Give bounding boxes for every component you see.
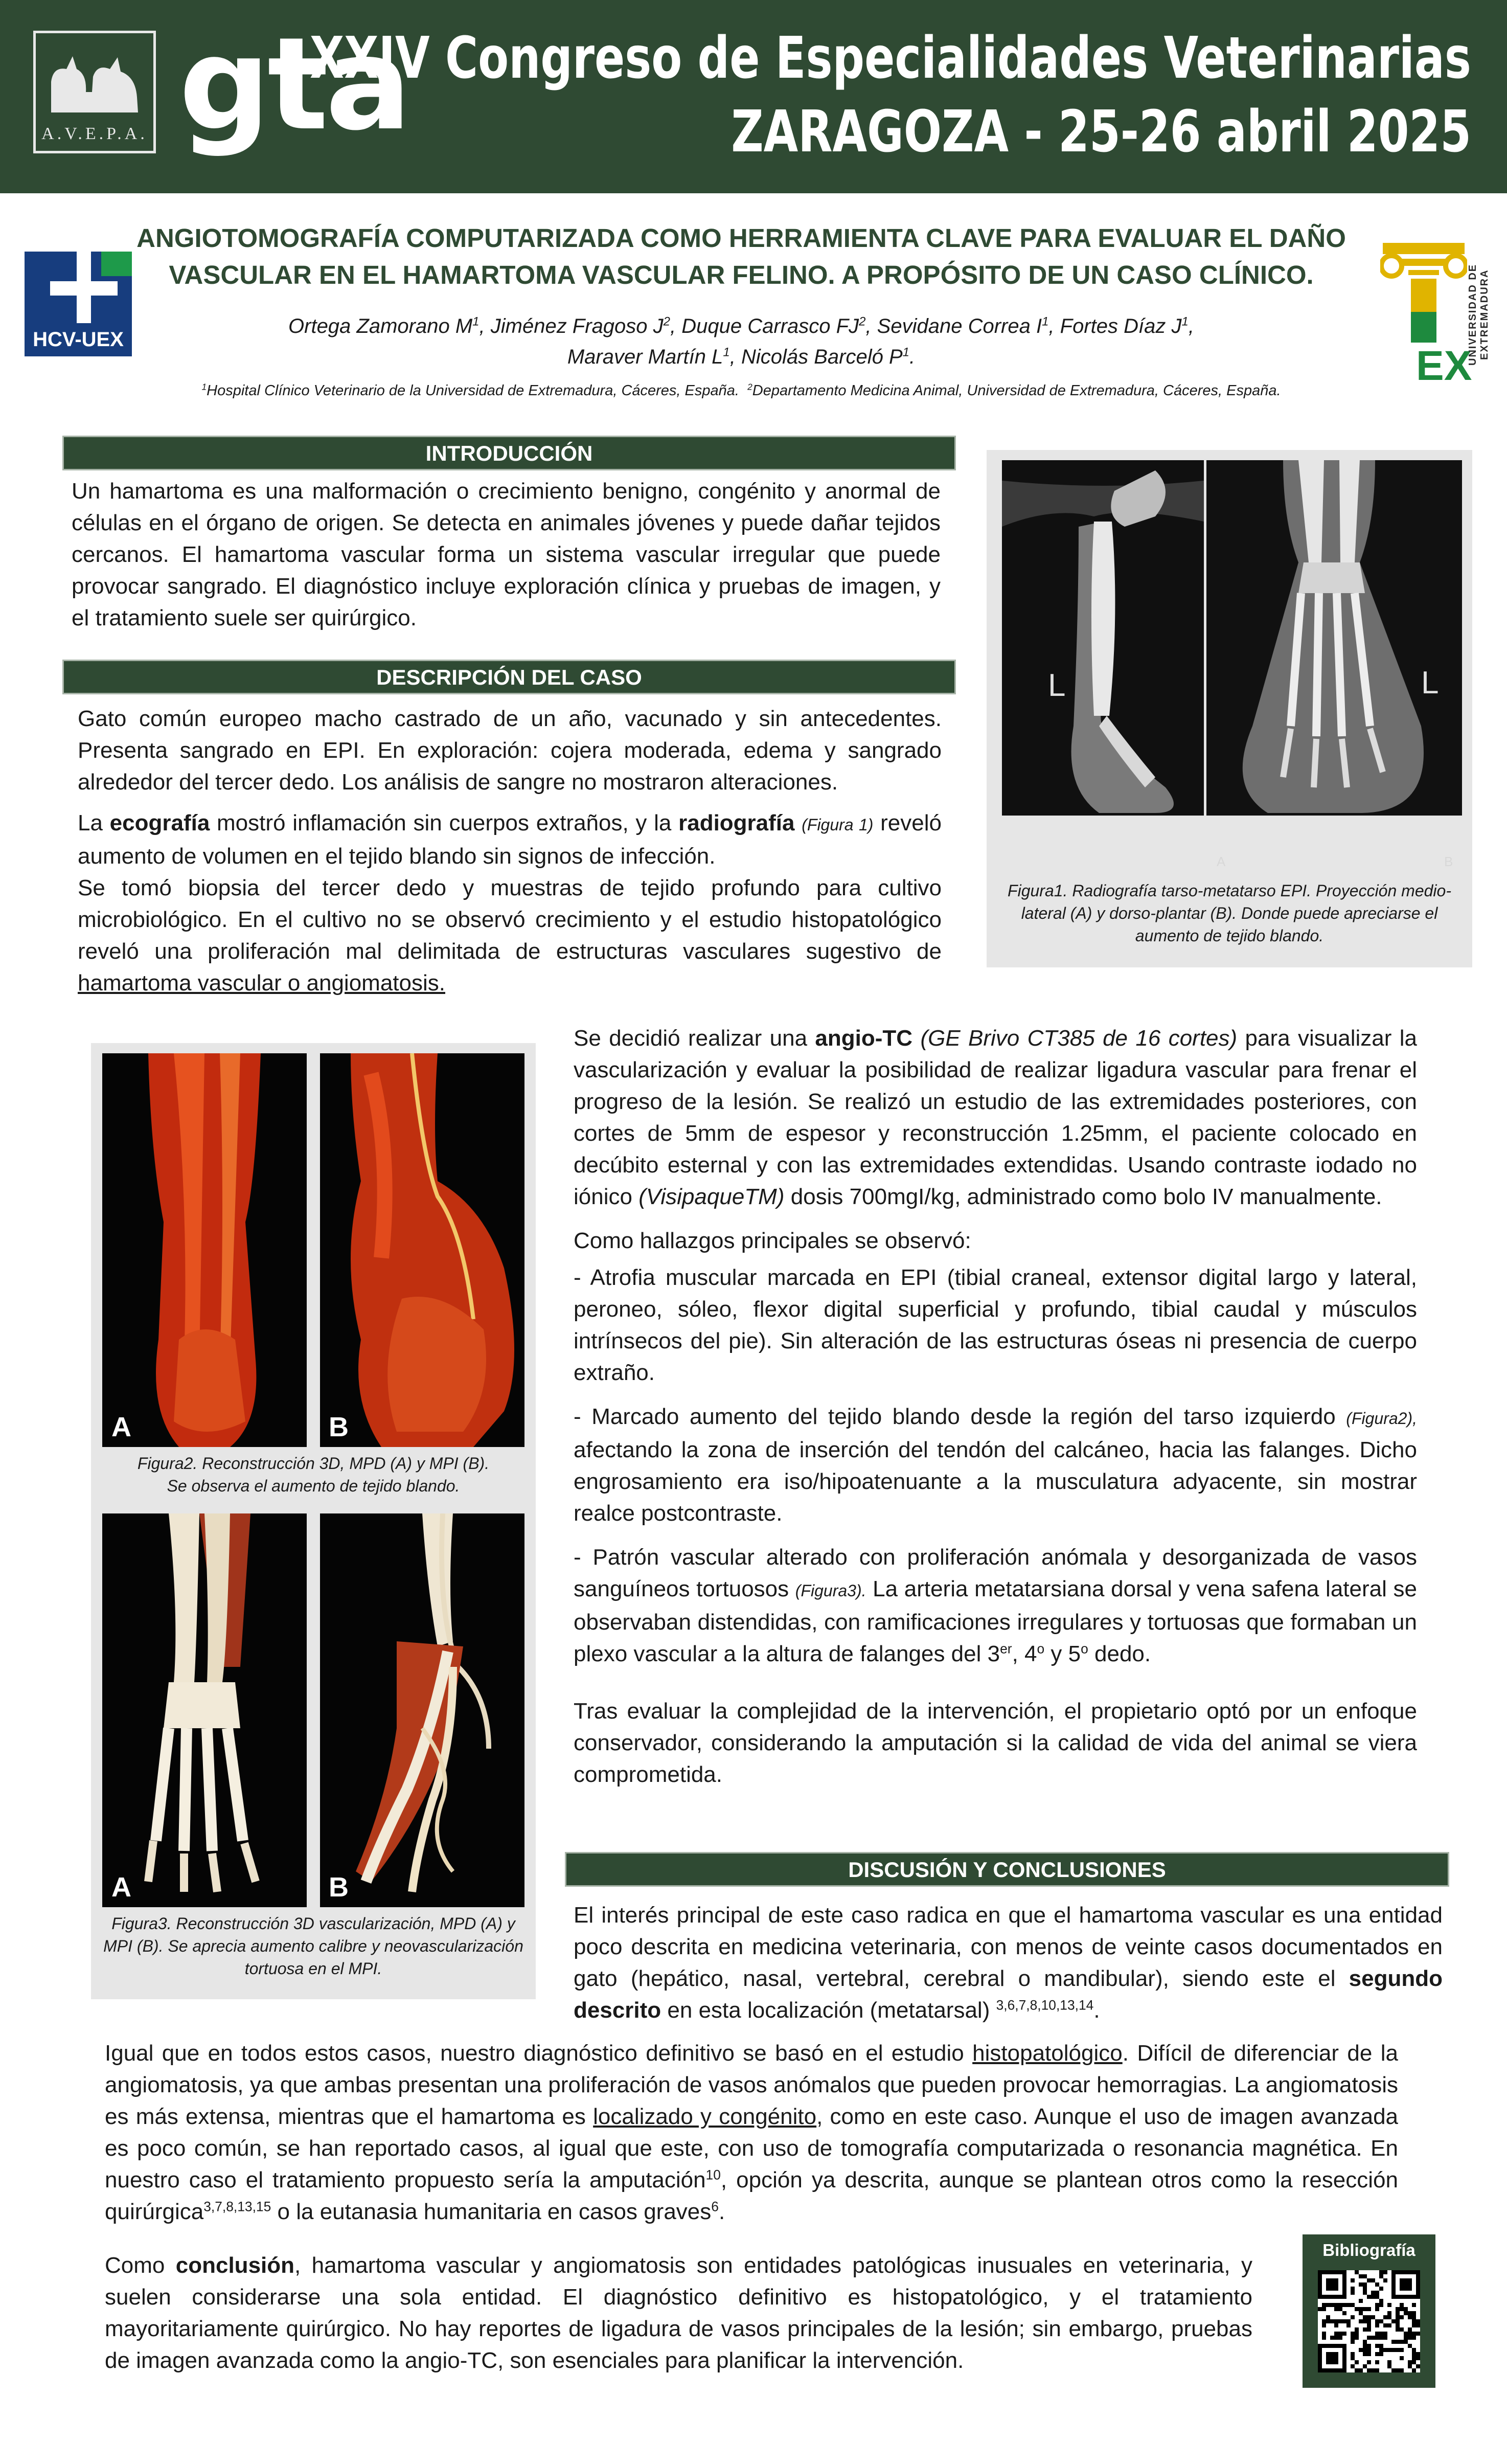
- uex-vertical-text: UNIVERSIDAD DE EXTREMADURA: [1467, 263, 1490, 366]
- author: Jiménez Fragoso J: [490, 315, 664, 337]
- figure-2a-image: [102, 1053, 307, 1447]
- figures-2-3: [91, 1043, 536, 1999]
- caso-text: [78, 703, 942, 1008]
- affiliations: $^1$Hospital Clínico Veterinario de la Universidad de Extremadura, Cáceres, España. $^2$Departamento Medicina Animal, Universidad de Extremadura, Cáceres, España.: [201, 381, 1281, 399]
- angio-paragraph-decision: Tras evaluar la complejidad de la intervención, el propietario optó por un enfoque conservador, considerando la amputación si la calidad de vida del animal se viera comprometida.: [574, 1699, 1417, 1787]
- discusion-paragraph-2: Igual que en todos estos casos, nuestro diagnóstico definitivo se basó en el estudio histopatológico. Difícil de diferenciar de la angiomatosis, ya que ambas presentan una proliferación de vasos anómalos que pueden provocar hemorragias. La angiomatosis es más extensa, mientras que el hamartoma es localizado y congénito, como en este caso. Aunque el uso de imagen avanzada es poco común, se han reportado casos, al igual que este, con uso de tomografía computarizada o resonancia magnética. En nuestro caso el tratamiento propuesto sería la amputación$^{10}$, opción ya descrita, aunque se plantean otros como la resección quirúrgica$^{3,7,8,13,15}$ o la eutanasia humanitaria en casos graves$^6$.: [105, 2041, 1399, 2224]
- angio-paragraph-1: Se decidió realizar una angio-TC (GE Brivo CT385 de 16 cortes) para visualizar la vascularización y evaluar la posibilidad de realizar ligadura vascular para frenar el progreso de la lesión. Se realizó un estudio de las extremidades posteriores, con cortes de 5mm de espesor y reconstrucción 1.25mm, el paciente colocado en decúbito esternal y con las extremidades extendidas. Usando contraste iodado no iónico (VisipaqueTM) dosis 700mgI/kg, administrado como bolo IV manualmente.: [574, 1026, 1417, 1209]
- author: Maraver Martín L: [567, 346, 723, 368]
- xray-lateral-image: [1002, 460, 1204, 816]
- affiliation-1: Hospital Clínico Veterinario de la Universidad de Extremadura, Cáceres, España.: [207, 382, 739, 399]
- qr-code-icon[interactable]: [1318, 2270, 1420, 2372]
- xray-side-label-left: L: [1048, 668, 1066, 703]
- xray-dorsoplantar-image: [1206, 460, 1462, 816]
- author: Ortega Zamorano M: [288, 315, 473, 337]
- section-heading-caso: DESCRIPCIÓN DEL CASO: [62, 660, 956, 694]
- bibliografia-title: Bibliografía: [1322, 2241, 1415, 2259]
- author: Duque Carrasco FJ: [681, 315, 859, 337]
- header-banner: [0, 0, 1507, 193]
- title-line-2: VASCULAR EN EL HAMARTOMA VASCULAR FELINO. A PROPÓSITO DE UN CASO CLÍNICO.: [169, 260, 1314, 289]
- intro-text: Un hamartoma es una malformación o crecimiento benigno, congénito y anormal de células en el órgano de origen. Se detecta en animales jóvenes y puede dañar tejidos cercanos. El hamartoma vascular forma un sistema vascular irregular que puede provocar sangrado. El diagnóstico incluye exploración clínica y pruebas de imagen, y el tratamiento suele ser quirúrgico.: [72, 479, 941, 630]
- column-capital-icon: [1380, 240, 1467, 348]
- angio-tc-text: [574, 1023, 1417, 1803]
- panel-label-a: A: [1217, 854, 1226, 869]
- figure-3b-image: [320, 1513, 524, 1907]
- congress-location-date: ZARAGOZA - 25-26 abril 2025: [731, 99, 1471, 165]
- caso-paragraph-1: Gato común europeo macho castrado de un año, vacunado y sin antecedentes. Presenta sangrado en EPI. En exploración: cojera moderada, edema y sangrado alrededor del tercer dedo. Los análisis de sangre no mostraron alteraciones.: [78, 706, 942, 795]
- figure-3-caption: Figura3. Reconstrucción 3D vascularización, MPD (A) y MPI (B). Se aprecia aumento calibre y neovascularización tortuosa en el MPI.: [103, 1914, 523, 1978]
- angio-finding-3: - Patrón vascular alterado con proliferación anómala y desorganizada de vasos sanguíneos tortuosos (Figura3). La arteria metatarsiana dorsal y vena safena lateral se observaban distendidas, con ramificaciones irregulares y tortuosas que formaban un plexo vascular a la altura de falanges del 3er, 4$^o$ y 5$^o$ dedo.: [574, 1545, 1417, 1666]
- figure-2-panel-label-a: A: [111, 1412, 131, 1442]
- angio-finding-2: - Marcado aumento del tejido blando desde la región del tarso izquierdo (Figura2), afectando la zona de inserción del tendón del calcáneo, hacia las falanges. Dicho engrosamiento era iso/hipoatenuante a la musculatura adyacente, sin mostrar realce postcontraste.: [574, 1404, 1417, 1526]
- affiliation-2: Departamento Medicina Animal, Universidad de Extremadura, Cáceres, España.: [752, 382, 1281, 399]
- gta-logo: gta: [179, 10, 409, 159]
- panel-label-b: B: [1444, 854, 1453, 869]
- angio-finding-1: - Atrofia muscular marcada en EPI (tibial craneal, extensor digital largo y lateral, peroneo, sóleo, flexor digital superficial y profundo, tibial caudal y músculos intrínsecos del pie). Sin alteración de las estructuras óseas ni presencia de cuerpo extraño.: [574, 1265, 1417, 1385]
- figure-1-caption: Figura1. Radiografía tarso-metatarso EPI. Proyección medio-lateral (A) y dorso-plantar (B). Donde puede apreciarse el aumento de tejido blando.: [1008, 881, 1451, 945]
- uex-ex-mark: EX: [1416, 343, 1472, 389]
- figure-1: [987, 450, 1472, 967]
- title-line-1: ANGIOTOMOGRAFÍA COMPUTARIZADA COMO HERRAMIENTA CLAVE PARA EVALUAR EL DAÑO: [136, 223, 1346, 253]
- figure-3a-image: [102, 1513, 307, 1907]
- hcv-label: HCV-UEX: [33, 328, 124, 351]
- discusion-text: El interés principal de este caso radica en que el hamartoma vascular es una entidad poco descrita en medicina veterinaria, con menos de veinte casos documentados en gato (hepático, nasal, vertebral, cerebral o mandibular), siendo este el segundo descrito en esta localización (metatarsal) $^{3,6,7,8,10,13,14}$.: [574, 1903, 1443, 2023]
- poster-title: [118, 220, 1365, 293]
- author: Sevidane Correa I: [877, 315, 1042, 337]
- avepa-logo: [33, 31, 156, 153]
- conclusion-paragraph: Como conclusión, hamartoma vascular y angiomatosis son entidades patológicas inusuales en veterinaria, y suelen considerarse una sola entidad. El diagnóstico definitivo es histopatológico, y el tratamiento mayoritariamente quirúrgico. No hay reportes de ligadura de vasos principales de la lesión; sin embargo, pruebas de imagen avanzada como la angio-TC, son esenciales para planificar la intervención.: [105, 2253, 1252, 2373]
- figure-2b-image: [320, 1053, 524, 1447]
- section-heading-discusion: DISCUSIÓN Y CONCLUSIONES: [565, 1852, 1449, 1887]
- figure-3-panel-label-a: A: [111, 1872, 131, 1903]
- author: Fortes Díaz J: [1060, 315, 1182, 337]
- dogs-icon: [46, 46, 143, 118]
- figure-2-panel-label-b: B: [329, 1412, 349, 1442]
- bibliografia-box[interactable]: [1303, 2234, 1435, 2388]
- authors: Ortega Zamorano $M^1$, Jiménez Fragoso $J^2$, Duque Carrasco $FJ^2$, Sevidane Correa $I^1$, Fortes Díaz $J^1$, Maraver Martín $L^1$, Nicolás Barceló $P^1$.: [288, 314, 1194, 368]
- hcv-uex-logo: [25, 252, 132, 356]
- congress-title: XXIV Congreso de Especialidades Veterinarias: [309, 25, 1471, 92]
- xray-side-label-right: L: [1421, 665, 1439, 700]
- figure-2-caption: Figura2. Reconstrucción 3D, MPD (A) y MPI (B). Se observa el aumento de tejido blando.: [137, 1454, 490, 1495]
- section-heading-introduccion: INTRODUCCIÓN: [62, 436, 956, 470]
- figure-3-panel-label-b: B: [329, 1872, 349, 1903]
- angio-paragraph-2: Como hallazgos principales se observó:: [574, 1228, 971, 1253]
- avepa-text: A.V.E.P.A.: [41, 124, 148, 143]
- author: Nicolás Barceló P: [741, 346, 903, 368]
- uex-logo: [1380, 240, 1490, 389]
- caso-paragraph-2: La ecografía mostró inflamación sin cuerpos extraños, y la radiografía (Figura 1) reveló aumento de volumen en el tejido blando sin signos de infección.: [78, 810, 942, 869]
- caso-paragraph-3: Se tomó biopsia del tercer dedo y muestras de tejido profundo para cultivo microbiológico. En el cultivo no se observó crecimiento y el estudio histopatológico reveló una proliferación mal delimitada de estructuras vasculares sugestivo de hamartoma vascular o angiomatosis.: [78, 875, 942, 996]
